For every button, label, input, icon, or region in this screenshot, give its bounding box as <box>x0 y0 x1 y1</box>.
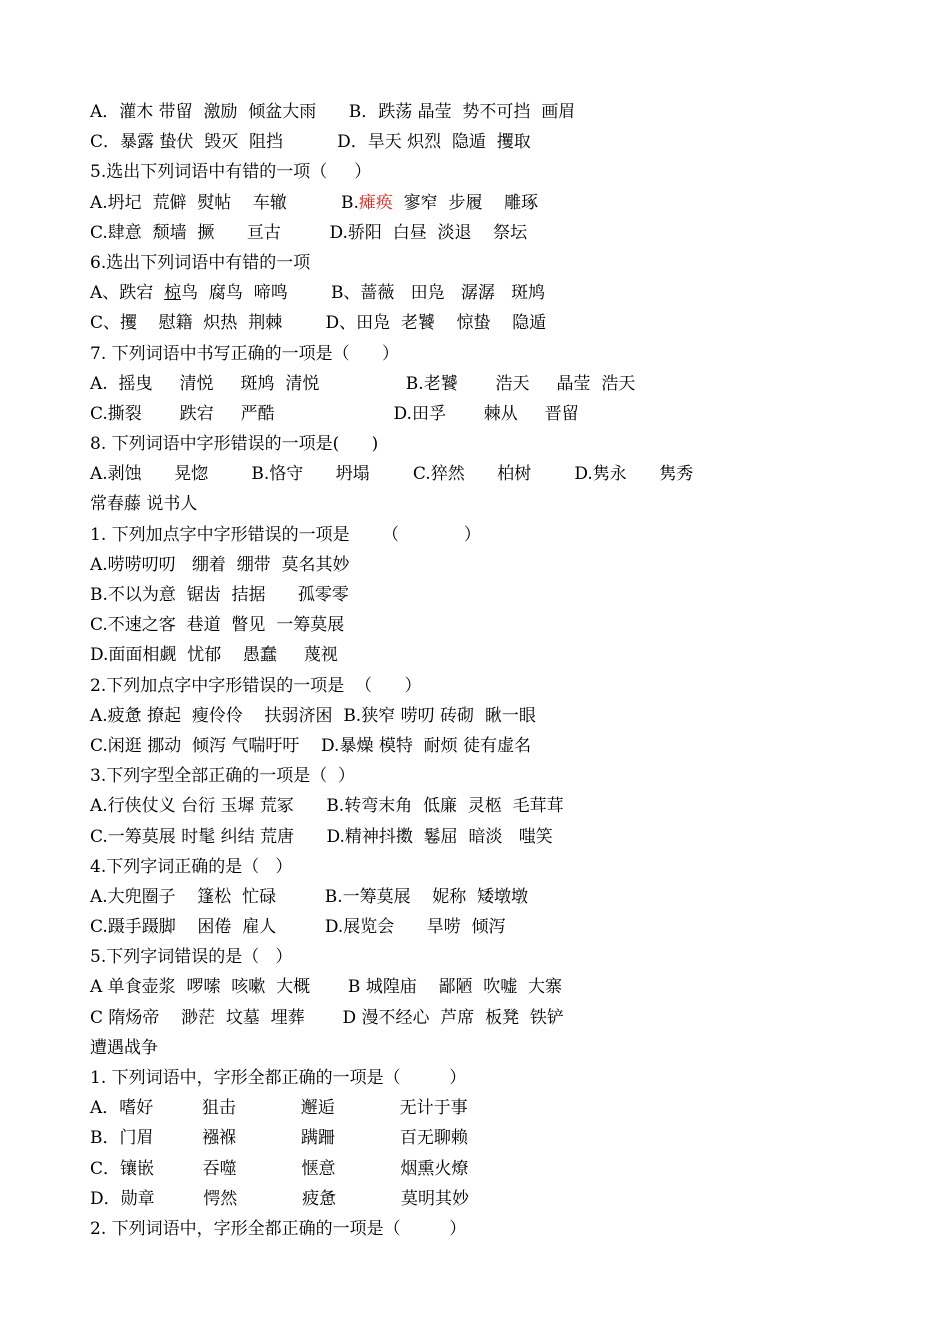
text-line: A.大兜圈子 篷松 忙碌 B.一筹莫展 妮称 矮墩墩 <box>90 886 529 907</box>
text-line: D.面面相觑 忧郁 愚蠢 蔑视 <box>90 645 338 666</box>
text-line: C.撕裂 跌宕 严酷 D.田孚 棘从 晋留 <box>90 403 579 424</box>
underlined-character: 椋 <box>164 283 182 304</box>
text-line: D．勋章 愕然 疲惫 莫明其妙 <box>90 1188 469 1209</box>
text-line: C．暴露 蛰伏 毁灭 阻挡 D．旱天 炽烈 隐遁 攫取 <box>90 132 531 153</box>
text-line: A.剥蚀 晃惚 B.恪守 坍塌 C.猝然 柏树 D.隽永 隽秀 <box>90 464 694 485</box>
text-line: C 隋炀帝 渺茫 坟墓 埋葬 D 漫不经心 芦席 板凳 铁铲 <box>90 1007 564 1028</box>
text-line: B．门眉 襁褓 蹒跚 百无聊赖 <box>90 1128 468 1149</box>
text-line: C.一筹莫展 时髦 纠结 荒唐 D.精神抖擞 鬈屈 暗淡 嗤笑 <box>90 826 553 847</box>
text-line: C.不速之客 巷道 瞥见 一筹莫展 <box>90 615 345 636</box>
question-heading: 1. 下列加点字中字形错误的一项是 （ ） <box>90 524 481 545</box>
text-segment: 寥窄 步履 雕琢 <box>392 192 539 213</box>
question-heading: 5.下列字词错误的是（ ） <box>90 947 293 968</box>
text-line: C、攫 慰籍 炽热 荆棘 D、田凫 老饕 惊蛰 隐遁 <box>90 313 547 334</box>
section-title: 常春藤 说书人 <box>90 494 198 515</box>
text-line: A.行侠仗义 台衍 玉墀 荒冢 B.转弯末角 低廉 灵柩 毛茸茸 <box>90 796 564 817</box>
question-heading: 2. 下列词语中，字形全都正确的一项是（ ） <box>90 1218 467 1239</box>
text-segment: A.坍圮 荒僻 熨帖 车辙 B. <box>90 192 359 213</box>
text-line: C.闲逛 挪动 倾泻 气喘吁吁 D.暴燥 模特 耐烦 徒有虚名 <box>90 735 532 756</box>
text-line: C．镶嵌 吞噬 惬意 烟熏火燎 <box>90 1158 469 1179</box>
text-line: A．嗜好 狙击 邂逅 无计于事 <box>90 1098 468 1119</box>
question-heading: 6.选出下列词语中有错的一项 <box>90 252 311 273</box>
text-segment: A、跌宕 <box>90 283 165 304</box>
text-line-with-red-word <box>90 188 870 218</box>
red-highlighted-word: 瘫痪 <box>358 192 393 213</box>
question-heading: 8. 下列词语中字形错误的一项是( ) <box>90 434 379 455</box>
text-line: A 单食壶浆 啰嗦 咳嗽 大概 B 城隍庙 鄙陋 吹嘘 大寨 <box>90 977 563 998</box>
text-segment: 鸟 腐鸟 啼鸣 B、蔷薇 田凫 潺潺 斑鸠 <box>181 283 546 304</box>
question-heading: 5.选出下列词语中有错的一项（ ） <box>90 162 372 183</box>
question-heading: 1. 下列词语中，字形全都正确的一项是（ ） <box>90 1068 467 1088</box>
text-line: C.肆意 颓墙 撅 亘古 D.骄阳 白昼 淡退 祭坛 <box>90 222 528 243</box>
question-heading: 7. 下列词语中书写正确的一项是（ ） <box>90 343 400 364</box>
text-line: B.不以为意 锯齿 拮据 孤零零 <box>90 585 349 605</box>
text-line: C.蹑手蹑脚 困倦 雇人 D.展览会 旱唠 倾泻 <box>90 917 506 938</box>
document-body <box>90 97 870 1244</box>
section-title: 遭遇战争 <box>90 1037 158 1058</box>
question-heading: 4.下列字词正确的是（ ） <box>90 856 293 877</box>
text-line: A．灌木 带留 激励 倾盆大雨 B．跌荡 晶莹 势不可挡 画眉 <box>90 102 576 122</box>
text-line: A. 摇曳 清悦 斑鸠 清悦 B.老饕 浩天 晶莹 浩天 <box>90 373 636 394</box>
question-heading: 3.下列字型全部正确的一项是（ ） <box>90 766 356 787</box>
question-heading: 2.下列加点字中字形错误的一项是 （ ） <box>90 675 422 696</box>
text-line: A.唠唠叨叨 绷着 绷带 莫名其妙 <box>90 554 350 575</box>
text-line-with-underline <box>90 278 870 308</box>
text-line: A.疲惫 撩起 瘦伶伶 扶弱济困 B.狭窄 唠叨 砖砌 瞅一眼 <box>90 705 536 726</box>
